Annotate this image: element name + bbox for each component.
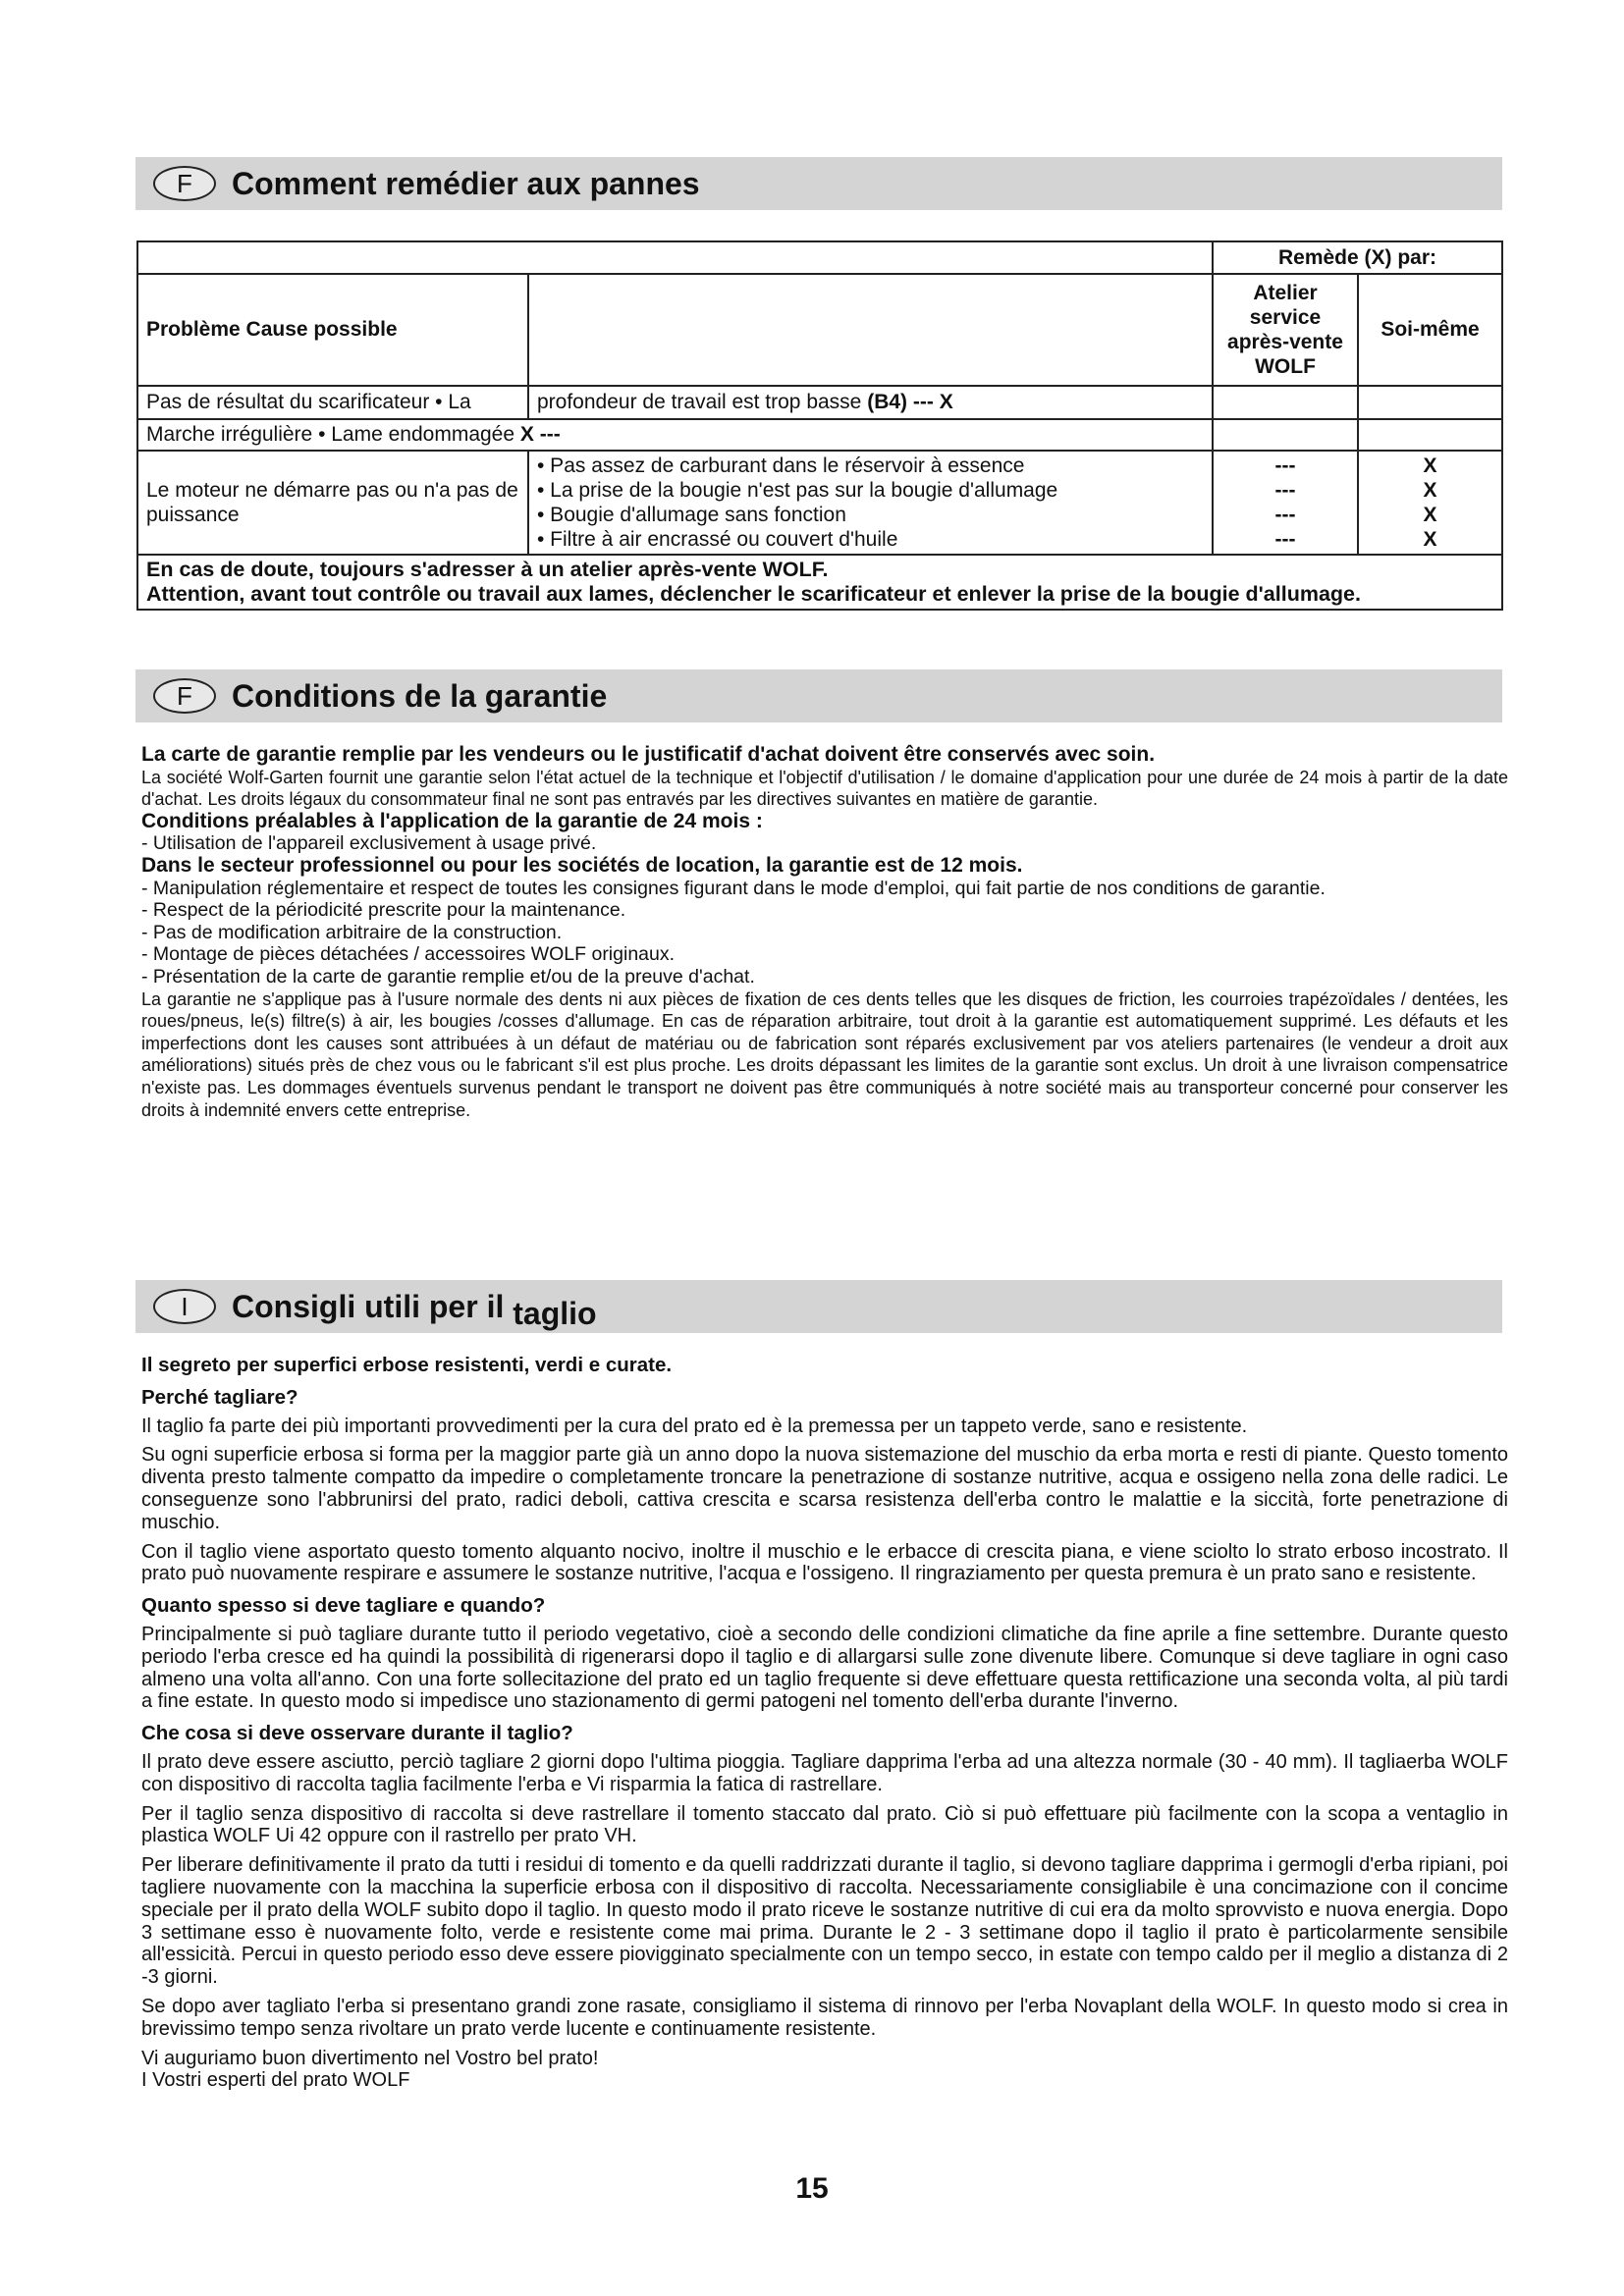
consigli-p9: Vi auguriamo buon divertimento nel Vostro bel prato! xyxy=(141,2047,599,2069)
row1-atelier xyxy=(1213,386,1358,419)
cause-header xyxy=(528,274,1213,386)
consigli-p6: Per il taglio senza dispositivo di raccolta si deve rastrellare il tomento staccato dal prato. Ciò si può effettuare più facilmente con la scopa a ventaglio in plastica WOLF Ui 42 oppure con il rastrello per prato VH. xyxy=(141,1802,1508,1847)
row3-soi: X X X X xyxy=(1358,451,1502,555)
consigli-p10: I Vostri esperti del prato WOLF xyxy=(141,2069,410,2092)
soi-meme-header: Soi-même xyxy=(1358,274,1502,386)
consigli-p4: Principalmente si può tagliare durante tutto il periodo vegetativo, cioè a secondo delle condizioni climatiche da fine aprile a fine settembre. Durante questo periodo l'erba cresce ed ha quindi la possibilità di rigenerarsi dopo il taglio e di allargarsi sulle zone divenute libere. Comunque si deve tagliare in ogni caso almeno una volta all'anno. Con una forte sollecitazione del prato ed un taglio frequente si deve effettuare questa rettificazione una seconda volta, al più tardi a fine estate. In questo modo si impedisce uno stazionamento di germi patogeni nel tomento dell'erba durante l'inverno. xyxy=(141,1623,1508,1713)
trouble-table xyxy=(136,240,1503,611)
table-notes: En cas de doute, toujours s'adresser à un atelier après-vente WOLF. Attention, avant tout contrôle ou travail aux lames, déclencher le scarificateur et enlever la prise de la bougie d'allumage. xyxy=(137,555,1502,610)
section-title: Consigli utili per il taglio xyxy=(232,1288,597,1331)
garantie-p7: - Respect de la périodicité prescrite pour la maintenance. xyxy=(141,899,626,922)
consigli-p5: Il prato deve essere asciutto, perciò tagliare 2 giorni dopo l'ultima pioggia. Tagliare dapprima l'erba ad una altezza normale (30 - 40 mm). Il tagliaerba WOLF con dispositivo di raccolta taglia facilmente l'erba e Vi risparmia la fatica di rastrellare. xyxy=(141,1750,1508,1795)
consigli-p2: Su ogni superficie erbosa si forma per la maggior parte già un anno dopo la nuova sistemazione del muschio da erba morta e resti di piante. Questo tomento diventa presto talmente compatto da impedire o completamente troncare la penetrazione di sostanze nutritive, acqua e ossigeno nella zona delle radici. Le conseguenze sono l'abbrunirsi del prato, radici deboli, cattiva crescita e scarsa resistenza dell'erba contro le malattie e la siccità, forte penetrazione di muschio. xyxy=(141,1444,1508,1533)
garantie-p1: La carte de garantie remplie par les vendeurs ou le justificatif d'achat doivent être conservés avec soin. xyxy=(141,743,1156,766)
garantie-p6: - Manipulation réglementaire et respect de toutes les consignes figurant dans le mode d'emploi, qui fait partie de nos conditions de garantie. xyxy=(141,877,1326,899)
row3-atelier: --- --- --- --- xyxy=(1213,451,1358,555)
consigli-h1: Il segreto per superfici erbose resistenti, verdi e curate. xyxy=(141,1354,673,1376)
consigli-p1: Il taglio fa parte dei più importanti provvedimenti per la cura del prato ed è la premessa per un tappeto verde, sano e resistente. xyxy=(141,1415,1248,1437)
consigli-text xyxy=(141,1355,1508,2099)
consigli-p7: Per liberare definitivamente il prato da tutti i residui di tomento e da quelli raddrizzati durante il taglio, si devono tagliare dapprima i germogli d'erba ripiani, poi tagliere nuovamente con la macchina la superficie erbosa con il dispositivo di raccolta. Necessariamente consigliabile è una concimazione con il concime speciale per il prato della WOLF subito dopo il taglio. In questo modo il prato riceve le sostanze nutritive di cui era da molto sprovvisto e nuova energia. Dopo 3 settimane esso è nuovamente folto, verde e resistente come mai prima. Durante le 2 - 3 settimane dopo il taglio il prato è particolarmente sensibile all'essicità. Percui in questo periodo esso deve essere piovigginato specialmente con un tempo secco, in estate con tempo caldo per il meglio a distanza di 2 -3 giorni. xyxy=(141,1854,1508,1989)
consigli-p8: Se dopo aver tagliato l'erba si presentano grandi zone rasate, consigliamo il sistema di rinnovo per l'erba Novaplant della WOLF. In questo modo si crea in brevissimo tempo senza rivoltare un prato verde lucente e continuamente resistente. xyxy=(141,1995,1508,2040)
consigli-p3: Con il taglio viene asportato questo tomento alquanto nocivo, inoltre il muschio e le erbacce di crescita piana, e viene sciolto lo strato erboso incostrato. Il prato può nuovamente respirare e assumere le sostanze nutritive, l'acqua e l'ossigeno. Il ringraziamento per questa premura è un prato sano e resistente. xyxy=(141,1540,1508,1585)
row3-causes: • Pas assez de carburant dans le réservoir à essence • La prise de la bougie n'est pas sur la bougie d'allumage • Bougie d'allumage sans fonction • Filtre à air encrassé ou couvert d'huile xyxy=(528,451,1213,555)
section-header-consigli xyxy=(135,1280,1502,1333)
page-number: 15 xyxy=(795,2172,829,2205)
section-header-garantie xyxy=(135,669,1502,722)
garantie-p5: Dans le secteur professionnel ou pour les sociétés de location, la garantie est de 12 mois. xyxy=(141,853,1023,877)
row1-cause: profondeur de travail est trop basse (B4) --- X xyxy=(528,386,1213,419)
row2-problem: Marche irrégulière • Lame endommagée X --- xyxy=(137,419,1213,451)
consigli-h3: Quanto spesso si deve tagliare e quando? xyxy=(141,1594,546,1618)
row2-atelier xyxy=(1213,419,1358,451)
row2-soi xyxy=(1358,419,1502,451)
language-badge-f: F xyxy=(153,678,216,714)
garantie-p8: - Pas de modification arbitraire de la construction. xyxy=(141,921,563,943)
section-title: Conditions de la garantie xyxy=(232,677,608,714)
section-title: Comment remédier aux pannes xyxy=(232,165,700,201)
section-header-pannes xyxy=(135,157,1502,210)
garantie-p10: - Présentation de la carte de garantie remplie et/ou de la preuve d'achat. xyxy=(141,965,755,988)
consigli-h2: Perché tagliare? xyxy=(141,1385,298,1409)
consigli-h4: Che cosa si deve osservare durante il taglio? xyxy=(141,1722,573,1745)
row1-problem: Pas de résultat du scarificateur • La xyxy=(137,386,528,419)
header-spacer xyxy=(137,241,1213,274)
remede-header: Remède (X) par: xyxy=(1213,241,1502,274)
language-badge-f: F xyxy=(153,166,216,201)
garantie-p11: La garantie ne s'applique pas à l'usure normale des dents ni aux pièces de fixation de ces dents telles que les disques de friction, les courroies trapézoïdales / dentées, les roues/pneus, le(s) filtre(s) à air, les bougies /cosses d'allumage. En cas de réparation arbitraire, tout droit à la garantie est automatiquement supprimé. Les défauts et les imperfections dont les causes sont attribuées à un défaut de matériau ou de fabrication sont réparés exclusivement par vos ateliers partenaires (le vendeur a droit aux améliorations) situés près de chez vous ou le fabricant s'il est plus proche. Les droits dépassant les limites de la garantie sont exclus. Un droit à une livraison compensatrice n'existe pas. Les dommages éventuels survenus pendant le transport ne doivent pas être communiqués à notre société mais au transporteur concerné pour conserver les droits à indemnité envers cette entreprise. xyxy=(141,988,1508,1120)
garantie-p4: - Utilisation de l'appareil exclusivement à usage privé. xyxy=(141,832,597,855)
language-badge-i: I xyxy=(153,1289,216,1324)
problem-header: Problème Cause possible xyxy=(137,274,528,386)
garantie-p9: - Montage de pièces détachées / accessoires WOLF originaux. xyxy=(141,943,676,966)
garantie-text xyxy=(141,744,1508,1121)
row1-soi xyxy=(1358,386,1502,419)
atelier-header: Atelier service après-vente WOLF xyxy=(1213,274,1358,386)
row3-problem: Le moteur ne démarre pas ou n'a pas de puissance xyxy=(137,451,528,555)
garantie-p2: La société Wolf-Garten fournit une garantie selon l'état actuel de la technique et l'objectif d'utilisation / le domaine d'application pour une durée de 24 mois à partir de la date d'achat. Les droits légaux du consommateur final ne sont pas entravés par les directives suivantes en matière de garantie. xyxy=(141,767,1508,810)
garantie-p3: Conditions préalables à l'application de la garantie de 24 mois : xyxy=(141,809,763,832)
